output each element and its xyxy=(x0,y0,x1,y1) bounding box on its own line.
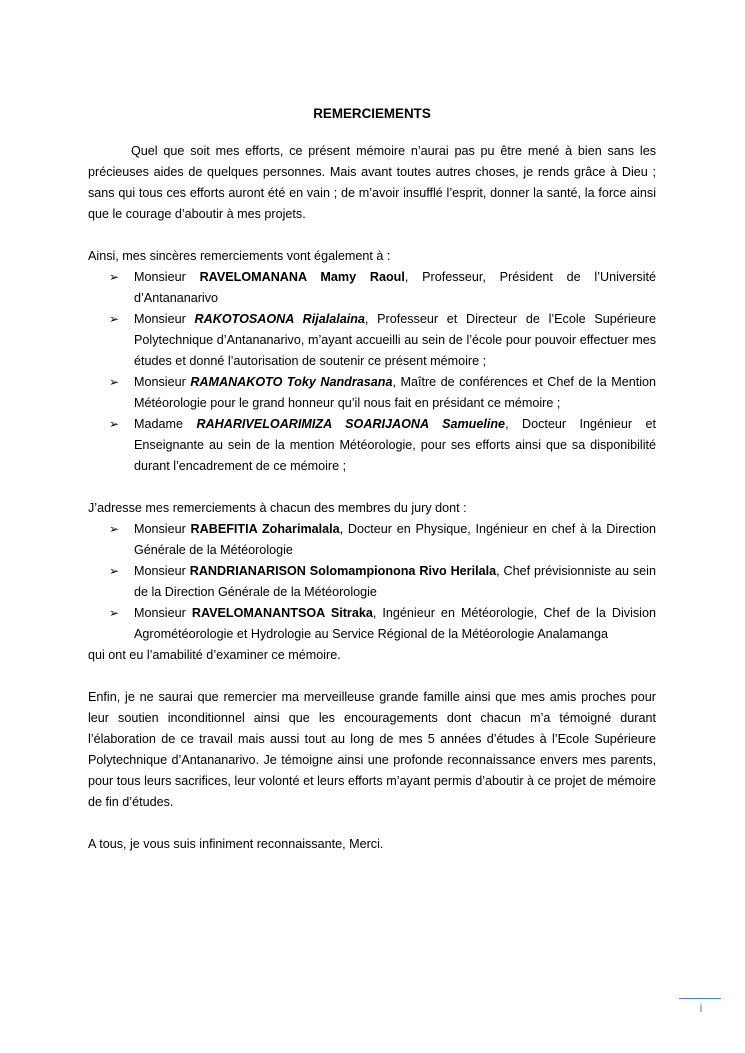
list2-heading: J’adresse mes remerciements à chacun des membres du jury dont : xyxy=(88,501,467,515)
footer-divider xyxy=(679,998,721,999)
thanks-list xyxy=(88,267,656,477)
list-item: ➢ Monsieur RAVELOMANANA Mamy Raoul, Professeur, Président de l’Université d’Antananarivo xyxy=(88,267,656,309)
intro-paragraph: Quel que soit mes efforts, ce présent mémoire n’aurai pas pu être mené à bien sans les précieuses aides de quelques personnes. Mais avant toutes autres choses, je rends grâce à Dieu ; sans qui tous ces efforts auront été en vain ; de m’avoir insufflé l’esprit, donner la santé, la force ainsi que le courage d’aboutir à mes projets. xyxy=(88,144,656,221)
document-page xyxy=(88,104,656,855)
family-paragraph: Enfin, je ne saurai que remercier ma merveilleuse grande famille ainsi que mes amis proches pour leur soutien inconditionnel ainsi que les encouragements dont chacun m’a témoigné durant l’élaboration de ce travail mais aussi tout au long de mes 5 années d’études à l’Ecole Supérieure Polytechnique d’Antananarivo. Je témoigne ainsi une profonde reconnaissance envers mes parents, pour tous leurs sacrifices, leur volonté et leurs efforts m’ayant permis d’aboutir à ce projet de mémoire de fin d’études. xyxy=(88,690,656,809)
page-title: REMERCIEMENTS xyxy=(313,106,431,121)
list-item: ➢ Monsieur RAVELOMANANTSOA Sitraka, Ingénieur en Météorologie, Chef de la Division Agrométéorologie et Hydrologie au Service Régional de la Météorologie Analamanga xyxy=(88,603,656,645)
jury-closing: qui ont eu l’amabilité d’examiner ce mémoire. xyxy=(88,648,341,662)
jury-list xyxy=(88,519,656,645)
arrow-bullet-icon: ➢ xyxy=(109,270,120,284)
closing-line: A tous, je vous suis infiniment reconnaissante, Merci. xyxy=(88,837,384,851)
list1-heading: Ainsi, mes sincères remerciements vont également à : xyxy=(88,249,391,263)
arrow-bullet-icon: ➢ xyxy=(109,564,120,578)
arrow-bullet-icon: ➢ xyxy=(109,312,120,326)
arrow-bullet-icon: ➢ xyxy=(109,522,120,536)
list-item: ➢ Monsieur RAKOTOSAONA Rijalalaina, Professeur et Directeur de l’Ecole Supérieure Polytechnique d’Antananarivo, m’ayant accueilli au sein de l’école pour pouvoir effectuer mes études et donné l’autorisation de soutenir ce présent mémoire ; xyxy=(88,309,656,372)
list-item: ➢ Monsieur RANDRIANARISON Solomampionona Rivo Herilala, Chef prévisionniste au sein de la Direction Générale de la Météorologie xyxy=(88,561,656,603)
list-item: ➢ Monsieur RABEFITIA Zoharimalala, Docteur en Physique, Ingénieur en chef à la Direction Générale de la Météorologie xyxy=(88,519,656,561)
arrow-bullet-icon: ➢ xyxy=(109,375,120,389)
list-item: ➢ Madame RAHARIVELOARIMIZA SOARIJAONA Samueline, Docteur Ingénieur et Enseignante au sein de la mention Météorologie, pour ses efforts ainsi que sa disponibilité durant l’encadrement de ce mémoire ; xyxy=(88,414,656,477)
arrow-bullet-icon: ➢ xyxy=(109,606,120,620)
list-item: ➢ Monsieur RAMANAKOTO Toky Nandrasana, Maître de conférences et Chef de la Mention Météorologie pour le grand honneur qu’il nous fait en présidant ce mémoire ; xyxy=(88,372,656,414)
page-number: i xyxy=(699,1001,703,1015)
arrow-bullet-icon: ➢ xyxy=(109,417,120,431)
